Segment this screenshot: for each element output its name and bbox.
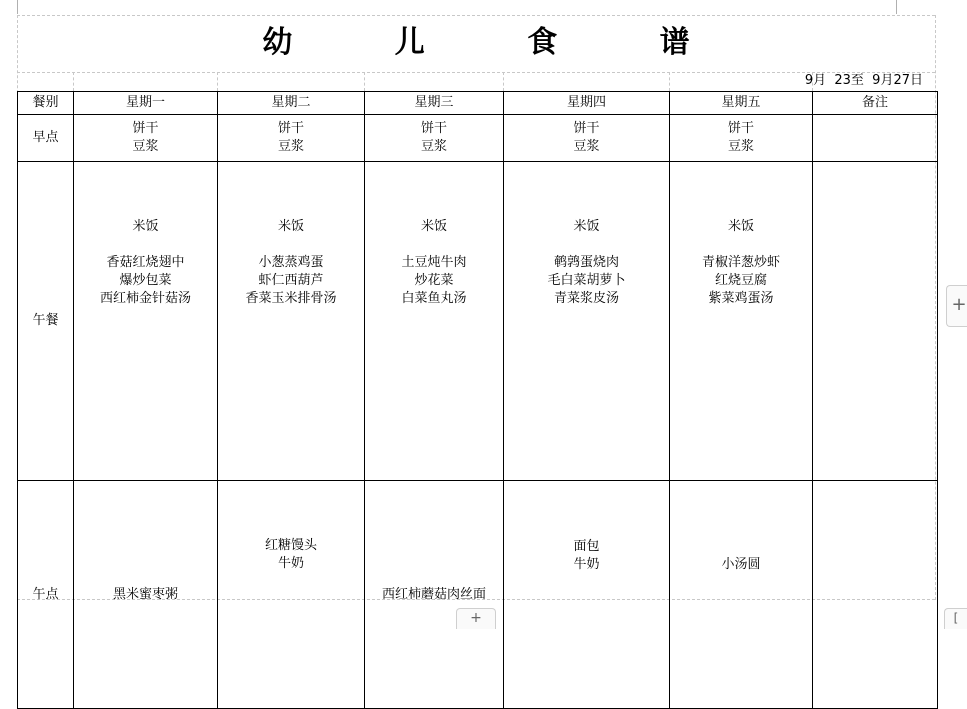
guide-line	[217, 72, 218, 91]
dish-group	[573, 538, 599, 574]
dish: 鹌鹑蛋烧肉	[553, 255, 619, 270]
dish: 红糖馒头	[264, 538, 317, 553]
guide-line	[73, 72, 74, 91]
header-wednesday: 星期三	[365, 92, 504, 115]
dish: 炒花菜	[414, 273, 454, 288]
snack-friday[interactable]	[670, 481, 813, 709]
staple-food: 米饭	[573, 219, 600, 234]
snack-thursday[interactable]	[504, 481, 670, 709]
snack-note[interactable]	[813, 481, 938, 709]
dish: 小汤圆	[721, 557, 761, 572]
dish: 饼干	[277, 121, 304, 136]
lunch-note[interactable]	[813, 162, 938, 481]
dish: 饼干	[573, 121, 600, 136]
snack-monday[interactable]	[74, 481, 218, 709]
dish: 红烧豆腐	[714, 273, 767, 288]
page-title: 幼 儿 食 谱	[262, 25, 736, 60]
breakfast-friday[interactable]	[670, 115, 813, 162]
lunch-wednesday[interactable]	[365, 162, 504, 481]
breakfast-thursday[interactable]	[504, 115, 670, 162]
dish: 小葱蒸鸡蛋	[258, 255, 324, 270]
corner-handle[interactable]: [	[944, 608, 967, 629]
dish: 西红柿金针菇汤	[99, 291, 191, 306]
dish: 豆浆	[132, 139, 159, 154]
table-row	[18, 481, 938, 709]
staple-food: 米饭	[420, 219, 447, 234]
dish: 豆浆	[573, 139, 600, 154]
dish: 牛奶	[277, 556, 304, 571]
snack-wednesday[interactable]	[365, 481, 504, 709]
dish: 爆炒包菜	[119, 273, 172, 288]
dish: 虾仁西葫芦	[258, 273, 324, 288]
table-row	[18, 115, 938, 162]
meal-label-breakfast: 早点	[18, 115, 74, 162]
guide-line	[503, 72, 504, 91]
guide-line	[669, 72, 670, 91]
header-row	[18, 92, 938, 115]
dish: 饼干	[727, 121, 754, 136]
dish: 豆浆	[277, 139, 304, 154]
dish: 饼干	[420, 121, 447, 136]
dish: 青椒洋葱炒虾	[701, 255, 780, 270]
dish: 西红柿蘑菇肉丝面	[381, 586, 486, 602]
dish: 豆浆	[420, 139, 447, 154]
lunch-monday[interactable]	[74, 162, 218, 481]
breakfast-monday[interactable]	[74, 115, 218, 162]
page-corner-mark	[17, 0, 18, 14]
header-notes: 备注	[813, 92, 938, 115]
table-row	[18, 162, 938, 481]
header-meal-type: 餐别	[18, 92, 74, 115]
meal-label-snack: 午点	[18, 481, 74, 709]
staple-food: 米饭	[727, 219, 754, 234]
dish: 牛奶	[573, 557, 600, 572]
guide-line	[17, 15, 935, 16]
header-tuesday: 星期二	[218, 92, 365, 115]
snack-tuesday[interactable]	[218, 481, 365, 709]
lunch-thursday[interactable]	[504, 162, 670, 481]
dish: 白菜鱼丸汤	[401, 291, 467, 306]
dish: 饼干	[132, 121, 159, 136]
dish: 香菜玉米排骨汤	[245, 291, 337, 306]
header-thursday: 星期四	[504, 92, 670, 115]
dish: 土豆炖牛肉	[401, 255, 467, 270]
dish: 豆浆	[727, 139, 754, 154]
dish: 面包	[573, 539, 600, 554]
dish: 香菇红烧翅中	[106, 255, 185, 270]
staple-food: 米饭	[277, 219, 304, 234]
dish: 黑米蜜枣粥	[112, 586, 178, 602]
breakfast-tuesday[interactable]	[218, 115, 365, 162]
breakfast-wednesday[interactable]	[365, 115, 504, 162]
page-corner-mark	[896, 0, 897, 14]
header-monday: 星期一	[74, 92, 218, 115]
dish: 毛白菜胡萝卜	[547, 273, 626, 288]
lunch-tuesday[interactable]	[218, 162, 365, 481]
add-row-button[interactable]: +	[456, 608, 496, 629]
dish: 青菜浆皮汤	[553, 291, 619, 306]
guide-line	[364, 72, 365, 91]
breakfast-note[interactable]	[813, 115, 938, 162]
date-range: 9月 23至 9月27日	[804, 73, 923, 88]
lunch-friday[interactable]	[670, 162, 813, 481]
dish: 紫菜鸡蛋汤	[708, 291, 774, 306]
header-friday: 星期五	[670, 92, 813, 115]
staple-food: 米饭	[132, 219, 159, 234]
meal-label-lunch: 午餐	[18, 162, 74, 481]
add-column-button[interactable]: +	[946, 285, 967, 327]
